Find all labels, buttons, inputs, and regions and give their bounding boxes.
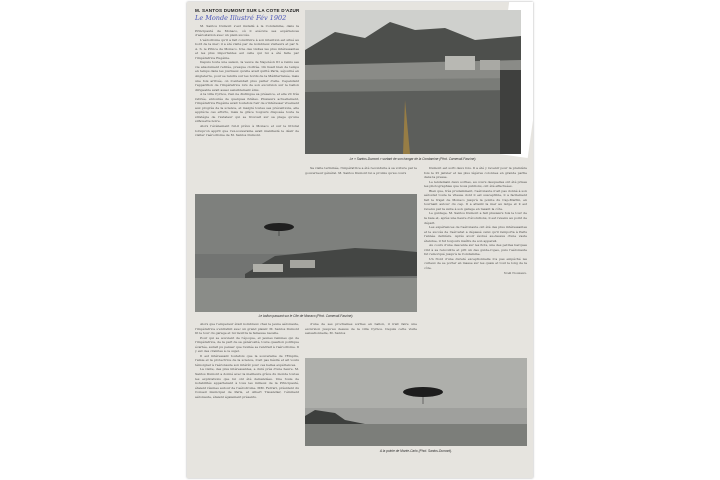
paragraph: Depuis toute une saison, la veuve de Napoléon III a remis ses vie absolument retirée, presque cloitrée. On lisait bien de temps en temps dans les journaux qu'elle avait quitté Paris, séjourné en Angleterre, pour se rendre sur les bords de la Méditerranée, mais une fois arrivée, on n'entendait plus parler d'elle. Cependant l'apparition de l'impératrice lors de son excursion sur le ballon dirigeable avait assez sensiblement ému. (195, 60, 299, 92)
paragraph: L'aérodrome qu'il a fait construire à son intention est situé au bord de la mer; il a été visité par de nombreux visiteurs et par S. A. S. le Prince de Monaco. Une des visites les plus intéressantes et les plus importantes est celle qui lui a été faite par l'impératrice Eugénie. (195, 37, 299, 60)
article-column-low-middle (305, 322, 417, 362)
paragraph: Alors que l'empereur était nombreux chez le jeune aéronaute, l'impératrice s'entretint avec un grand plaisir. M. Santos Dumont fit le tour du garage et lui montra la fameuse nacelle. (195, 322, 299, 336)
photo-caption: Le « Santos-Dumont » sortant de son hangar de la Condamine (Phot. Carnevali-Fascine). (349, 157, 477, 161)
paragraph: Le lendemain deux sorties, au cours desquelles ont été prises les photographies que nous publions, ont été effectuées. (424, 179, 527, 189)
author-signature: Noël Nouzeux. (503, 270, 527, 275)
handwritten-annotation: Le Monde Illustré Fév 1902 (195, 14, 287, 22)
airship-icon (403, 387, 443, 397)
photo-balloon-over-monaco (195, 194, 417, 312)
paragraph: La visite, des plus intéressantes, a duré près d'une heure. M. Santos Dumont a donné avec la meilleure grâce du monde toutes les explications que lui ont été demandées. Une foule de notabilités appartenant à tous les milieux de la Principauté, étaient réunies autour de l'aérodrome. MM. Ferrari, président du Conseil municipal de Paris, et Albert Tissandier, l'éminent aéronaute, étaient également présents. (195, 367, 299, 399)
article-header (195, 8, 300, 22)
article-column-low-left (195, 322, 299, 476)
article-column-top-left (195, 24, 299, 184)
paragraph: Bien que, très prudemment, l'aéronaute n'ait pas donné à son aérostat toute la vitesse dont il est susceptible, il a facilement fait le trajet de Monaco jusqu'à la pointe du Cap-Martin, en tournant autour du cap. Il a atteint la mer au large et il est revenu par la suite à son garage en rasant la côte. (424, 188, 527, 211)
paragraph: Dumont est sorti deux fois. Il a été y revenir pour la première fois le 25 janvier et les plus légères colonnes en grande partie dans la presse. (424, 166, 527, 180)
article-column-mid-right (424, 166, 527, 356)
article-column-mid-left (305, 166, 417, 194)
monte-carlo-photo-graphic (305, 358, 527, 446)
airship-icon (264, 223, 294, 231)
paragraph: Un froid d'une dureté exceptionnelle n'a pas empêché les curieux de se porter en masse sur les quais et tout le long de la côte. (424, 256, 527, 271)
balloon-monaco-photo-graphic (195, 194, 417, 312)
paragraph: M. Santos Dumont s'est installé à la Condamine, dans la Principauté de Monaco, où il exécute ses expériences d'aérostation avec un plein succès. (195, 24, 299, 38)
article-headline: M. SANTOS DUMONT SUR LA COTE D'AZUR (195, 8, 300, 13)
paragraph: Les expériences de l'aéronaute ont été des plus intéressantes et le succès de l'aérostat a dépassé celui qu'il remporta à Paris l'année dernière. Après avoir évolué au-dessus d'une vaste étendue, il fut toujours maître de son appareil. (424, 225, 527, 243)
paragraph: Sa visite terminée, l'impératrice a été reconduite à sa voiture par le gouverneur général. M. Santos Dumont lui a promis qu'au cours (305, 166, 417, 175)
paragraph: d'une de ses prochaines sorties en ballon, il irait faire une excursion jusqu'au dessus de la villa Cyrnos. Depuis cette visite sensationnelle, M. Santos (305, 322, 417, 336)
paragraph: Au cours d'une descente sur les flots, une des petites barques vint à sa rencontre et prit un des guide-ropes, puis l'aéronaute fut remorqué jusqu'à la Condamine. (424, 243, 527, 257)
photo-caption: A la pointe de Monte-Carlo (Phot. Santos-Dumont). (379, 449, 453, 453)
photo-caption: Le ballon passant sur le Cite de Monaco (Phot. Carnevali-Fascine). (258, 314, 354, 318)
photo-harbor-hangar (305, 10, 521, 154)
paragraph: Pour qui se souvient de l'époque, et jeunes femmes qui de l'impératrice, de la part de sa générosité, toute question politique écartée, aurait pu penser que l'exilée se rendrait à l'aérodrome. Il y eut des craintes à ce sujet. (195, 335, 299, 354)
paragraph: A la villa Cyrnos, rien ne distingue sa présence, et elle vit très retirée, entourée de quelques fidèles. Plusieurs actuellement, l'impératrice Eugénie avait toutefois l'air de s'intéresser vivement aux progrès de la science, et malgré toutes ses préventions, elle apprécie ces efforts, mais la grâce toujours disposée toute la stratégie de l'aviateur qui se trouvait sur sa plage qu'une silhouette noire. (195, 92, 299, 124)
newspaper-clipping (187, 2, 533, 478)
paragraph: Alors l'événement fut-il prévu à Monaco et sur le littoral lorsqu'on apprit que l'ex-souveraine avait manifesté le désir de visiter l'aérodrome de M. Santos Dumont. (195, 124, 299, 138)
photo-monte-carlo-point (305, 358, 527, 446)
paragraph: Il est intéressant toutefois que la souveraine de l'Empire, l'amie et la protectrice de la science, n'ait pas hésité et ait voulu témoigner à l'aéronaute son intérêt pour ces belles expériences. (195, 353, 299, 367)
harbor-photo-graphic (305, 10, 521, 154)
paragraph: Le guidage, M. Santos Dumont a fait plusieurs fois le tour de la baie et, après une heure d'évolutions, il est revenu au point de départ. (424, 211, 527, 225)
